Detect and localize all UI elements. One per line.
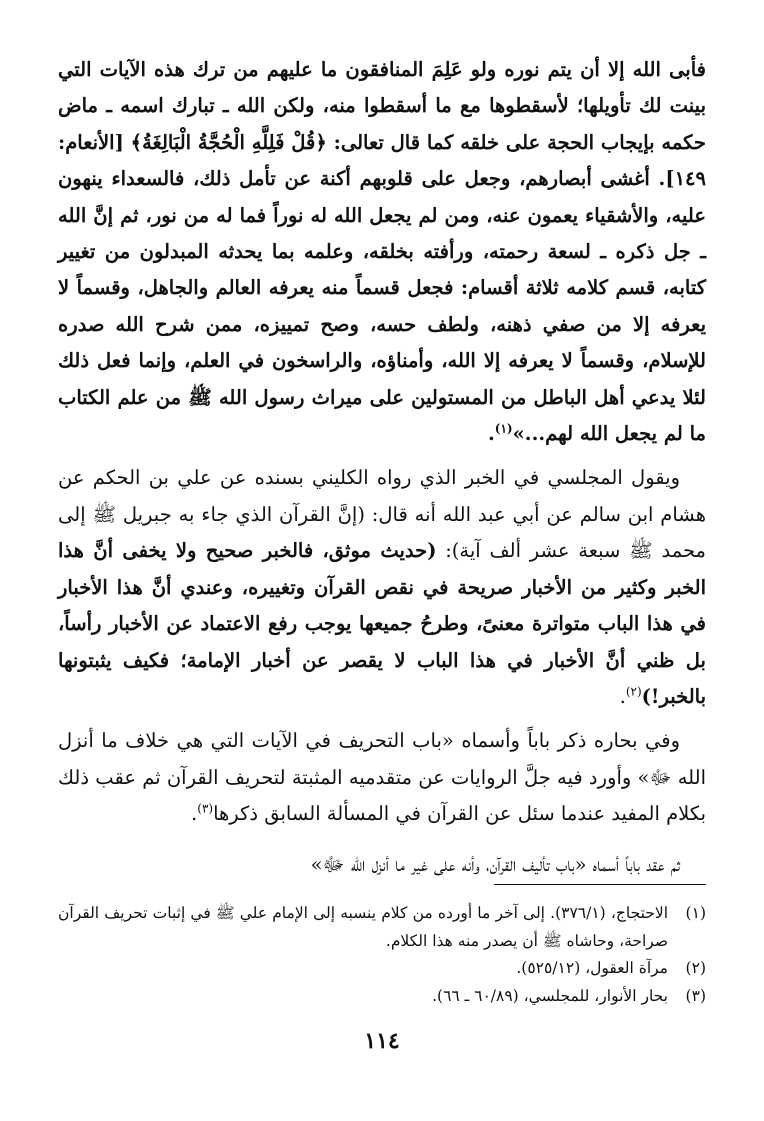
footnote-3-number: (٣): [685, 986, 706, 1005]
footnote-1: [58, 900, 706, 955]
paragraph-3-end: .: [191, 802, 198, 826]
footnote-2: [58, 955, 706, 983]
paragraph-2: [58, 460, 706, 715]
page-number: ١١٤: [364, 1028, 400, 1054]
footnote-2-text: مرآة العقول، (٥٢٥/١٢).: [516, 959, 668, 977]
paragraph-2-end: .: [619, 684, 626, 708]
footnote-separator: [494, 884, 706, 885]
paragraph-1: [58, 52, 706, 452]
footnotes: [58, 900, 706, 1010]
footnote-ref-1: (١): [494, 421, 513, 436]
book-page: [58, 52, 706, 1121]
footnote-1-text: الاحتجاج، (٣٧٦/١). إلى آخر ما أورده من كلام ينسبه إلى الإمام علي ﷺ في إثبات تحريف القرآن صراحة، وحاشاه ﷺ أن يصدر منه هذا الكلام.: [58, 904, 668, 950]
paragraph-4-text: ثم عقد باباً أسماه «باب تأليف القرآن، وأنه على غير ما أنزل الله ﷻ»: [310, 852, 680, 876]
paragraph-2-text-bold: (حديث موثق، فالخبر صحيح ولا يخفى أنَّ هذا الخبر وكثير من الأخبار صريحة في نقص القرآن وتغييره، وعندي أنَّ هذا الأخبار في هذا الباب متواترة معنىً، وطرحُ جميعها يوجب رفع الاعتماد عن الأخبار رأساً، بل ظني أنَّ الأخبار في هذا الباب لا يقصر عن أخبار الإمامة؛ فكيف يثبتونها بالخبر!): [58, 539, 706, 708]
footnote-3: [58, 983, 706, 1011]
paragraph-1-end: .: [487, 422, 495, 446]
paragraph-3: [58, 723, 706, 832]
footnote-3-text: بحار الأنوار، للمجلسي، (٦٠/٨٩ ـ ٦٦).: [432, 986, 668, 1005]
footnote-ref-3: (٣): [197, 801, 214, 816]
paragraph-4: [58, 847, 706, 883]
paragraph-2-text-normal: ويقول المجلسي في الخبر الذي رواه الكليني بسنده عن علي بن الحكم عن هشام ابن سالم عن أبي عبد الله أنه قال: (إنَّ القرآن الذي جاء به جبريل ﷺ إلى محمد ﷺ سبعة عشر ألف آية):: [58, 466, 707, 563]
footnote-1-number: (١): [685, 904, 706, 922]
paragraph-3-text: وفي بحاره ذكر باباً وأسماه «باب التحريف في الآيات التي هي خلاف ما أنزل الله ﷻ» وأورد فيه جلَّ الروايات عن متقدميه المثبتة لتحريف القرآن ثم عقب ذلك بكلام المفيد عندما سئل عن القرآن في المسألة السابق ذكرها: [58, 729, 706, 826]
paragraph-1-text: فأبى الله إلا أن يتم نوره ولو عَلِمَ المنافقون ما عليهم من ترك هذه الآيات التي بينت لك تأويلها؛ لأسقطوها مع ما أسقطوا منه، ولكن الله ـ تبارك اسمه ـ ماض حكمه بإيجاب الحجة على خلقه كما قال تعالى: ﴿قُلْ فَلِلَّهِ الْحُجَّةُ الْبَالِغَةُ﴾ [الأنعام: ١٤٩]. أغشى أبصارهم، وجعل على قلوبهم أكنة عن تأمل ذلك، فالسعداء ينهون عليه، والأشقياء يعمون عنه، ومن لم يجعل الله له نوراً فما له من نور، ثم إنَّ الله ـ جل ذكره ـ لسعة رحمته، ورأفته بخلقه، وعلمه بما يحدثه المبدلون من تغيير كتابه، قسم كلامه ثلاثة أقسام: فجعل قسماً منه يعرفه العالم والجاهل، وقسماً لا يعرفه إلا من صفي ذهنه، ولطف حسه، وصح تمييزه، ممن شرح الله صدره للإسلام، وقسماً لا يعرفه إلا الله، وأمناؤه، والراسخون في العلم، وإنما فعل ذلك لئلا يدعي أهل الباطل من المستولين على ميراث رسول الله ﷺ من علم الكتاب ما لم يجعل الله لهم...»: [58, 58, 707, 446]
footnote-2-number: (٢): [685, 959, 706, 977]
footnote-ref-2: (٢): [625, 684, 642, 699]
